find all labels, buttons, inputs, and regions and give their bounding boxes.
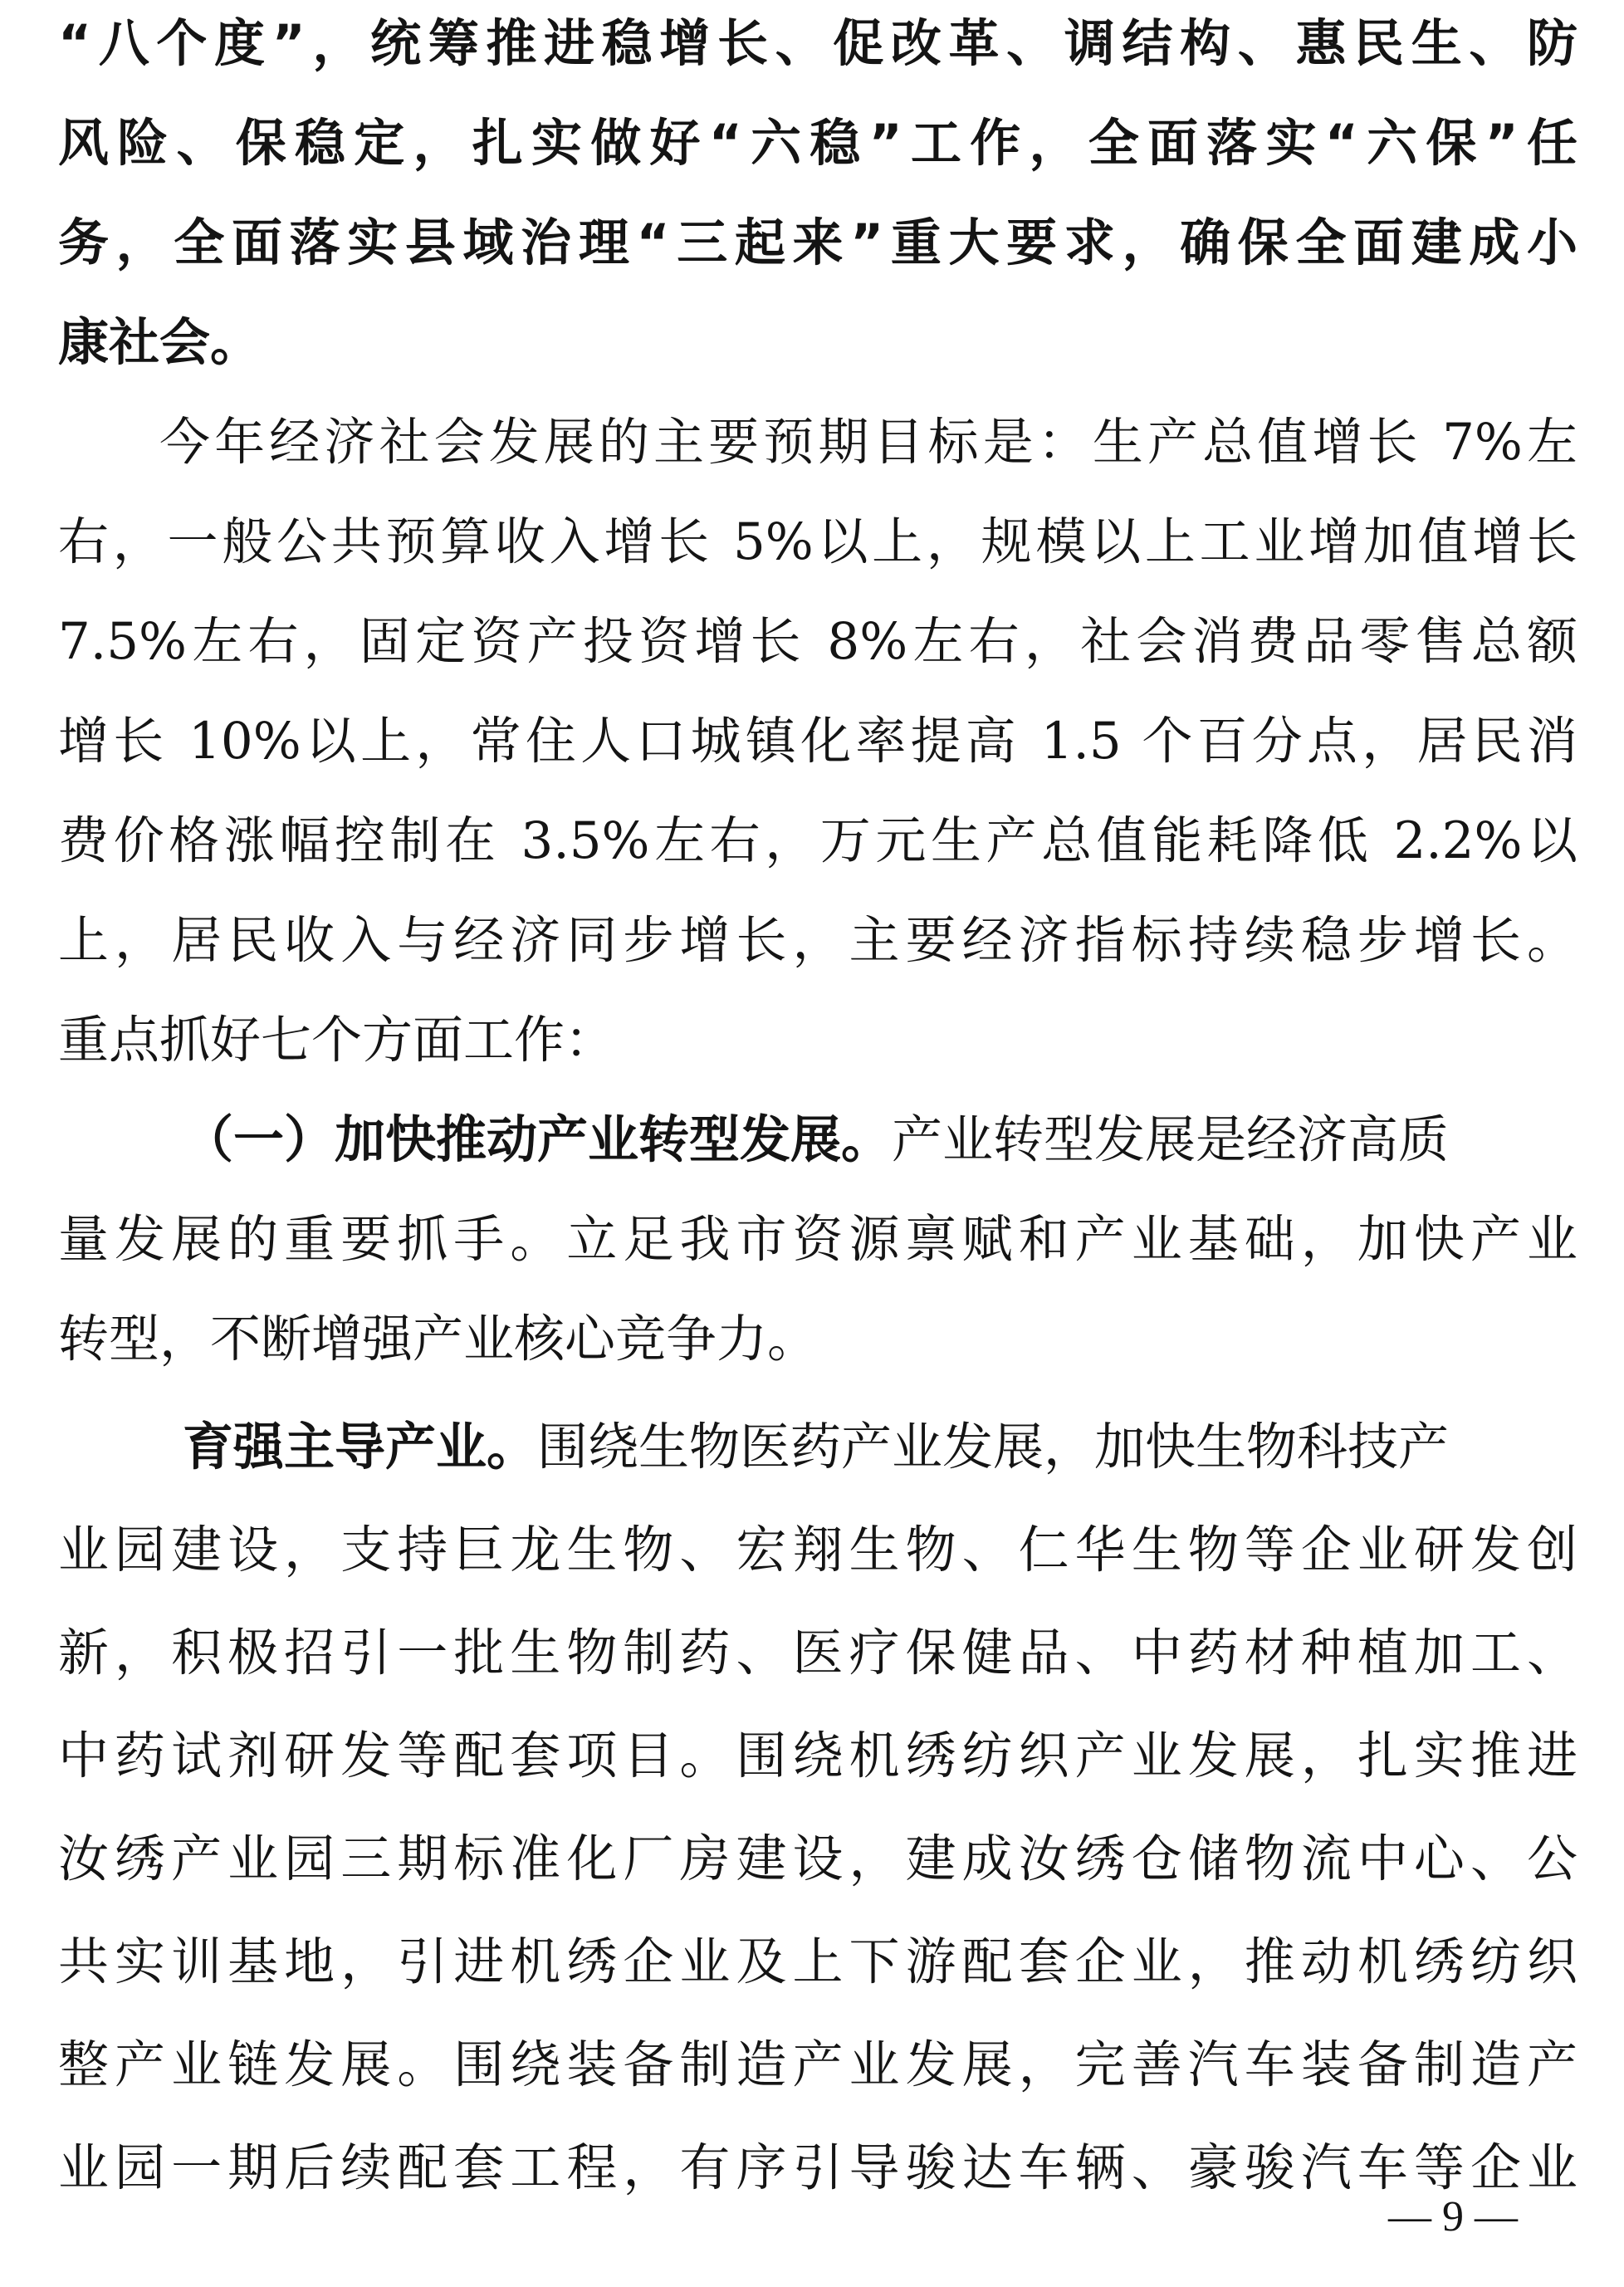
subsection-line-4: 中药试剂研发等配套项目。围绕机绣纺织产业发展，扎实推进 xyxy=(58,1726,1578,1785)
text-line-2: 风险、保稳定，扎实做好“六稳”工作，全面落实“六保”任 xyxy=(58,114,1578,173)
subsection-line-5: 汝绣产业园三期标准化厂房建设，建成汝绣仓储物流中心、公 xyxy=(58,1829,1578,1888)
section-1-intro: 产业转型发展是经济高质 xyxy=(892,1110,1450,1169)
section-1-line-3: 转型，不断增强产业核心竞争力。 xyxy=(58,1310,819,1369)
subsection-heading: 育强主导产业。 xyxy=(183,1418,538,1477)
paragraph-targets-line-4: 增长 10%以上，常住人口城镇化率提高 1.5 个百分点，居民消 xyxy=(58,712,1578,771)
section-1-line-2: 量发展的重要抓手。立足我市资源禀赋和产业基础，加快产业 xyxy=(58,1210,1578,1269)
page-number: — 9 — xyxy=(1388,2193,1518,2240)
text-line-1: “八个度”，统筹推进稳增长、促改革、调结构、惠民生、防 xyxy=(58,14,1578,73)
section-1-heading-line xyxy=(183,1099,1578,1182)
text-line-4: 康社会。 xyxy=(58,313,262,372)
text-line-3: 务，全面落实县域治理“三起来”重大要求，确保全面建成小 xyxy=(58,213,1578,272)
subsection-intro: 围绕生物医药产业发展，加快生物科技产 xyxy=(537,1418,1450,1477)
paragraph-targets-line-3: 7.5%左右，固定资产投资增长 8%左右，社会消费品零售总额 xyxy=(58,612,1578,671)
section-1-heading: （一）加快推动产业转型发展。 xyxy=(183,1110,893,1169)
paragraph-targets-line-1: 今年经济社会发展的主要预期目标是：生产总值增长 7%左 xyxy=(159,413,1578,472)
paragraph-targets-line-6: 上，居民收入与经济同步增长，主要经济指标持续稳步增长。 xyxy=(58,911,1578,970)
subsection-heading-line xyxy=(183,1406,1578,1489)
subsection-line-8: 业园一期后续配套工程，有序引导骏达车辆、豪骏汽车等企业 xyxy=(58,2138,1578,2197)
subsection-line-7: 整产业链发展。围绕装备制造产业发展，完善汽车装备制造产 xyxy=(58,2035,1578,2094)
paragraph-targets-line-2: 右，一般公共预算收入增长 5%以上，规模以上工业增加值增长 xyxy=(58,512,1578,571)
subsection-line-2: 业园建设，支持巨龙生物、宏翔生物、仁华生物等企业研发创 xyxy=(58,1521,1578,1579)
paragraph-targets-line-7: 重点抓好七个方面工作： xyxy=(58,1011,616,1070)
paragraph-targets-line-5: 费价格涨幅控制在 3.5%左右，万元生产总值能耗降低 2.2%以 xyxy=(58,811,1578,870)
subsection-line-6: 共实训基地，引进机绣企业及上下游配套企业，推动机绣纺织 xyxy=(58,1932,1578,1991)
subsection-line-3: 新，积极招引一批生物制药、医疗保健品、中药材种植加工、 xyxy=(58,1623,1578,1682)
